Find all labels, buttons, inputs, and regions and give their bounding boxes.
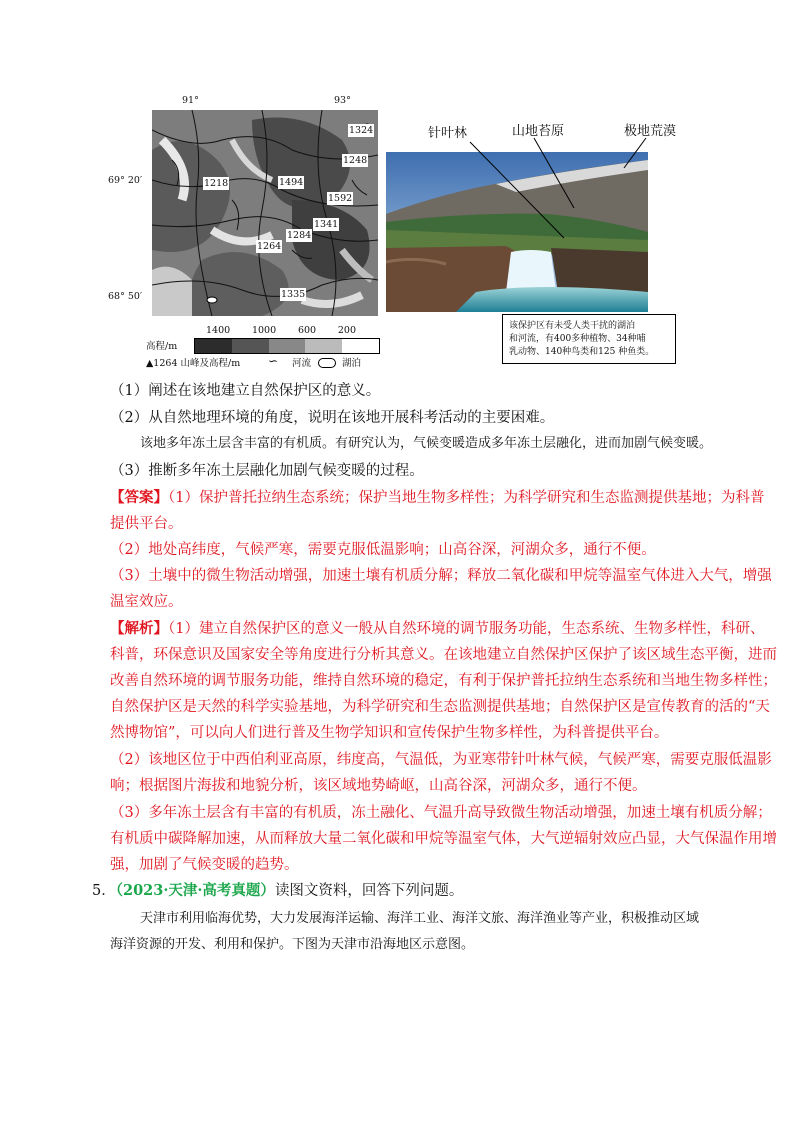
question-2: （2）从自然地理环境的角度，说明在该地开展科考活动的主要困难。 <box>110 410 555 426</box>
peak-1592: 1592 <box>328 193 353 204</box>
river-legend-icon: ∽ <box>268 354 279 368</box>
peak-1284: 1284 <box>287 230 312 241</box>
explanation-1a: （1）建立自然保护区的意义一般从自然环境的调节服务功能，生态系统、生物多样性，科研、 <box>168 621 765 637</box>
paragraph-5b: 海洋资源的开发、利用和保护。下图为天津市沿海地区示意图。 <box>110 937 475 952</box>
caption-line-2: 和河流，有400多种植物、34种哺 <box>509 334 646 344</box>
explanation-tag: 【解析】 <box>110 620 168 637</box>
explanation-2a: （2）该地区位于中西伯利亚高原，纬度高，气温低，为亚寒带针叶林气候，气候严寒，需要克服低温影 <box>110 752 772 768</box>
intro-paragraph-3: 该地多年冻土层含丰富的有机质。有研究认为，气候变暖造成多年冻土层融化，进而加剧气候变暖。 <box>140 436 713 451</box>
explanation-3b: 有机质中碳降解加速，从而释放大量二氧化碳和甲烷等温室气体，大气逆辐射效应凸显，大气保温作用增 <box>110 831 777 847</box>
explanation-1d: 自然保护区是天然的科学实验基地，为科学研究和生态监测提供基地；自然保护区是宣传教育的活的“天 <box>110 699 770 715</box>
label-coniferous-forest: 针叶林 <box>428 126 468 141</box>
caption-line-3: 乳动物、140种鸟类和125 种鱼类。 <box>509 347 655 357</box>
label-polar-desert: 极地荒漠 <box>624 124 677 139</box>
question-1: （1）阐述在该地建立自然保护区的意义。 <box>110 383 381 399</box>
peak-1324: 1324 <box>349 125 374 136</box>
explanation-line-1 <box>110 619 764 639</box>
elev-value-1400: 1400 <box>206 325 231 336</box>
explanation-1b: 科普，环保意识及国家安全等角度进行分析其意义。在该地建立自然保护区保护了该区域生态平衡，进而 <box>110 647 777 663</box>
river-legend: 河流 <box>292 358 312 369</box>
elev-value-1000: 1000 <box>251 325 277 336</box>
elev-value-200: 200 <box>337 325 356 336</box>
lon-label-91: 91° <box>182 95 199 106</box>
peak-1494: 1494 <box>279 177 304 188</box>
lake-legend-icon <box>318 358 336 368</box>
peak-1218: 1218 <box>204 178 229 189</box>
lon-label-93: 93° <box>334 95 351 106</box>
peak-legend: ▲1264 山峰及高程/m <box>146 358 241 369</box>
peak-1341: 1341 <box>314 219 339 230</box>
lake-legend: 湖泊 <box>342 358 362 369</box>
peak-1248: 1248 <box>343 155 368 166</box>
elev-title: 高程/m <box>146 341 178 352</box>
explanation-3a: （3）多年冻土层含有丰富的有机质，冻土融化、气温升高导致微生物活动增强，加速土壤有机质分解； <box>110 805 772 821</box>
question-5-source: （2023·天津·高考真题） <box>115 882 275 899</box>
lat-label-6920: 69° 20′ <box>108 175 143 186</box>
elev-color-bar <box>194 338 380 354</box>
photo-caption-box <box>502 314 676 364</box>
explanation-1c: 改善自然环境的调节服务功能，维持自然环境的稳定，有利于保护普托拉纳生态系统和当地生物多样性； <box>110 673 777 689</box>
answer-3b: 温室效应。 <box>110 594 183 610</box>
answer-1b: 提供平台。 <box>110 516 183 532</box>
lat-label-6850: 68° 50′ <box>108 291 143 302</box>
answer-line-1 <box>110 488 764 508</box>
explanation-3c: 强，加剧了气候变暖的趋势。 <box>110 857 299 873</box>
explanation-2b: 响；根据图片海拔和地貌分析，该区域地势崎岖，山高谷深，河湖众多，通行不便。 <box>110 778 647 794</box>
landscape-photo-panel <box>384 108 684 370</box>
answer-2: （2）地处高纬度，气候严寒，需要克服低温影响；山高谷深，河湖众多，通行不便。 <box>110 542 656 558</box>
paragraph-5a: 天津市利用临海优势，大力发展海洋运输、海洋工业、海洋文旅、海洋渔业等产业，积极推动区域 <box>140 911 700 926</box>
peak-1264: 1264 <box>257 241 282 252</box>
question-3: （3）推断多年冻土层融化加剧气候变暖的过程。 <box>110 463 424 479</box>
peak-1335: 1335 <box>281 289 306 300</box>
answer-tag: 【答案】 <box>110 489 168 506</box>
question-5-text: 读图文资料，回答下列问题。 <box>274 883 464 899</box>
explanation-1e: 然博物馆”，可以向人们进行普及生物学知识和宣传保护生物多样性，为科普提供平台。 <box>110 725 669 741</box>
topographic-map <box>108 88 383 378</box>
pointer-lines <box>384 108 684 258</box>
answer-3a: （3）土壤中的微生物活动增强，加速土壤有机质分解；释放二氧化碳和甲烷等温室气体进入大气，增强 <box>110 568 772 584</box>
answer-1a: （1）保护普托拉纳生态系统；保护当地生物多样性；为科学研究和生态监测提供基地；为科普 <box>168 490 765 506</box>
question-5-number: 5． <box>92 883 116 899</box>
label-mountain-tundra: 山地苔原 <box>512 124 565 139</box>
map-terrain <box>152 110 378 316</box>
question-5-header <box>92 881 463 901</box>
caption-line-1: 该保护区有未受人类干扰的湖泊 <box>509 321 636 331</box>
elev-value-600: 600 <box>297 325 317 336</box>
